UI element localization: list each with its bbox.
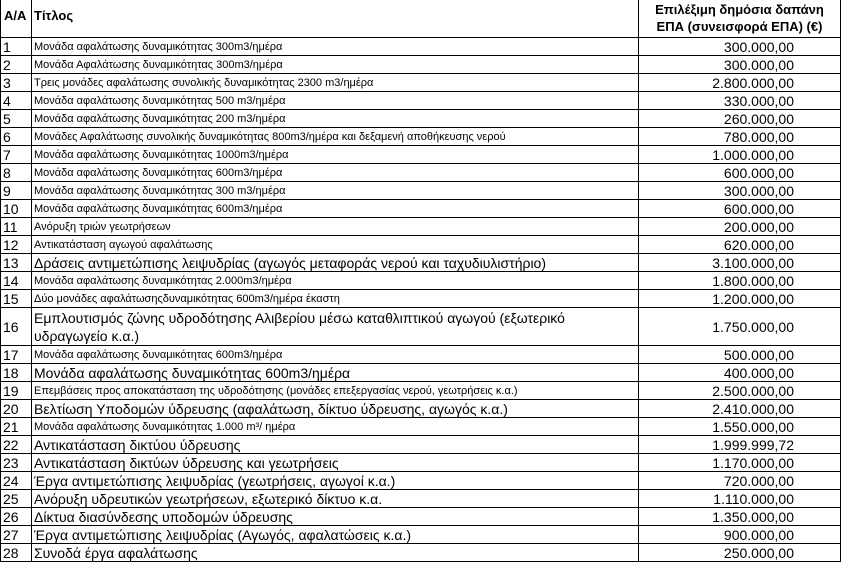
row-number: 16 (1, 308, 32, 346)
row-number: 3 (1, 74, 32, 92)
row-amount: 900.000,00 (639, 526, 841, 544)
row-title: Μονάδα αφαλάτωσης δυναμικότητας 1.000 m³/ ημέρα (32, 418, 639, 436)
row-number: 15 (1, 290, 32, 308)
table-header-row (1, 0, 841, 38)
row-amount: 620.000,00 (639, 236, 841, 254)
row-amount: 300.000,00 (639, 182, 841, 200)
row-amount: 600.000,00 (639, 200, 841, 218)
row-number: 10 (1, 200, 32, 218)
row-title: Μονάδα αφαλάτωσης δυναμικότητας 500 m3/ημέρα (32, 92, 639, 110)
header-amount: Επιλέξιμη δημόσια δαπάνη ΕΠΑ (συνεισφορά ΕΠΑ) (€) (639, 0, 841, 38)
row-number: 2 (1, 56, 32, 74)
table-row (1, 236, 841, 254)
row-amount: 300.000,00 (639, 56, 841, 74)
table-row (1, 218, 841, 236)
row-amount: 300.000,00 (639, 38, 841, 56)
row-title: Έργα αντιμετώπισης λειψυδρίας (γεωτρήσεις, αγωγοί κ.α.) (32, 472, 639, 490)
row-number: 27 (1, 526, 32, 544)
row-title: Μονάδα αφαλάτωσης δυναμικότητας 1000m3/ημέρα (32, 146, 639, 164)
table-row (1, 182, 841, 200)
row-title: Μονάδα αφαλάτωσης δυναμικότητας 600m3/ημέρα (32, 364, 639, 382)
row-number: 5 (1, 110, 32, 128)
row-title: Μονάδα Αφαλάτωσης δυναμικότητας 300m3/ημέρα (32, 56, 639, 74)
row-number: 19 (1, 382, 32, 400)
row-amount: 1.000.000,00 (639, 146, 841, 164)
row-number: 7 (1, 146, 32, 164)
row-amount: 1.200.000,00 (639, 290, 841, 308)
row-amount: 1.350.000,00 (639, 508, 841, 526)
row-number: 23 (1, 454, 32, 472)
row-number: 11 (1, 218, 32, 236)
row-title: Επεμβάσεις προς αποκατάσταση της υδροδότησης (μονάδες επεξεργασίας νερού, γεωτρήσεις κ.α.) (32, 382, 639, 400)
row-amount: 720.000,00 (639, 472, 841, 490)
row-title: Αντικατάσταση δικτύων ύδρευσης και γεωτρήσεις (32, 454, 639, 472)
table-row (1, 254, 841, 272)
row-title: Τρεις μονάδες αφαλάτωσης συνολικής δυναμικότητας 2300 m3/ημέρα (32, 74, 639, 92)
row-amount: 500.000,00 (639, 346, 841, 364)
row-title: Δράσεις αντιμετώπισης λειψυδρίας (αγωγός μεταφοράς νερού και ταχυδιυλιστήριο) (32, 254, 639, 272)
row-amount: 2.500.000,00 (639, 382, 841, 400)
row-number: 12 (1, 236, 32, 254)
row-number: 21 (1, 418, 32, 436)
row-title: Μονάδα αφαλάτωσης δυναμικότητας 600m3/ημέρα (32, 164, 639, 182)
row-number: 26 (1, 508, 32, 526)
row-title: Μονάδα αφαλάτωσης δυναμικότητας 200 m3/ημέρα (32, 110, 639, 128)
row-number: 14 (1, 272, 32, 290)
row-amount: 250.000,00 (639, 544, 841, 562)
row-number: 9 (1, 182, 32, 200)
row-amount: 1.750.000,00 (639, 308, 841, 346)
table-row (1, 544, 841, 562)
table-row (1, 472, 841, 490)
row-title: Δίκτυα διασύνδεσης υποδομών ύδρευσης (32, 508, 639, 526)
row-amount: 3.100.000,00 (639, 254, 841, 272)
table-row (1, 128, 841, 146)
row-number: 18 (1, 364, 32, 382)
table-row (1, 290, 841, 308)
row-title: Συνοδά έργα αφαλάτωσης (32, 544, 639, 562)
row-number: 22 (1, 436, 32, 454)
row-amount: 780.000,00 (639, 128, 841, 146)
table-row (1, 382, 841, 400)
row-title: Ανόρυξη υδρευτικών γεωτρήσεων, εξωτερικό δίκτυο κ.α. (32, 490, 639, 508)
row-title: Μονάδες Αφαλάτωσης συνολικής δυναμικότητας 800m3/ημέρα και δεξαμενή αποθήκευσης νερού (32, 128, 639, 146)
row-amount: 1.170.000,00 (639, 454, 841, 472)
row-number: 4 (1, 92, 32, 110)
table-row (1, 346, 841, 364)
row-title: Μονάδα αφαλάτωσης δυναμικότητας 300m3/ημέρα (32, 38, 639, 56)
row-amount: 330.000,00 (639, 92, 841, 110)
table-row (1, 308, 841, 346)
table-row (1, 400, 841, 418)
table-row (1, 110, 841, 128)
row-number: 24 (1, 472, 32, 490)
row-title: Μονάδα αφαλάτωσης δυναμικότητας 300 m3/ημέρα (32, 182, 639, 200)
row-title: Μονάδα αφαλάτωσης δυναμικότητας 600m3/ημέρα (32, 200, 639, 218)
table-row (1, 272, 841, 290)
table-row (1, 92, 841, 110)
row-amount: 200.000,00 (639, 218, 841, 236)
table-row (1, 74, 841, 92)
table-row (1, 146, 841, 164)
row-number: 25 (1, 490, 32, 508)
row-title: Εμπλουτισμός ζώνης υδροδότησης Αλιβερίου μέσω καταθλιπτικού αγωγού (εξωτερικό υδραγωγείο κ.α.) (32, 308, 639, 346)
row-number: 8 (1, 164, 32, 182)
row-title: Βελτίωση Υποδομών ύδρευσης (αφαλάτωση, δίκτυο ύδρευσης, αγωγός κ.α.) (32, 400, 639, 418)
row-amount: 1.800.000,00 (639, 272, 841, 290)
row-amount: 400.000,00 (639, 364, 841, 382)
row-amount: 600.000,00 (639, 164, 841, 182)
header-number: Α/Α (1, 0, 32, 38)
table-row (1, 436, 841, 454)
row-title: Αντικατάσταση αγωγού αφαλάτωσης (32, 236, 639, 254)
table-row (1, 200, 841, 218)
row-amount: 1.999.999,72 (639, 436, 841, 454)
header-title: Τίτλος (32, 0, 639, 38)
table-row (1, 38, 841, 56)
table-row (1, 56, 841, 74)
table-row (1, 526, 841, 544)
row-title: Μονάδα αφαλάτωσης δυναμικότητας 2.000m3/ημέρα (32, 272, 639, 290)
row-title: Αντικατάσταση δικτύου ύδρευσης (32, 436, 639, 454)
row-number: 28 (1, 544, 32, 562)
row-number: 1 (1, 38, 32, 56)
table-row (1, 418, 841, 436)
row-number: 13 (1, 254, 32, 272)
table-row (1, 490, 841, 508)
row-title: Ανόρυξη τριών γεωτρήσεων (32, 218, 639, 236)
row-number: 17 (1, 346, 32, 364)
row-title: Μονάδα αφαλάτωσης δυναμικότητας 600m3/ημέρα (32, 346, 639, 364)
table-row (1, 508, 841, 526)
table-body (1, 38, 841, 562)
row-title: Έργα αντιμετώπισης λειψυδρίας (Αγωγός, αφαλατώσεις κ.α.) (32, 526, 639, 544)
row-amount: 260.000,00 (639, 110, 841, 128)
row-title: Δύο μονάδες αφαλάτωσηςδυναμικότητας 600m3/ημέρα έκαστη (32, 290, 639, 308)
row-amount: 1.550.000,00 (639, 418, 841, 436)
table-row (1, 454, 841, 472)
row-number: 20 (1, 400, 32, 418)
row-amount: 2.410.000,00 (639, 400, 841, 418)
table-row (1, 364, 841, 382)
row-number: 6 (1, 128, 32, 146)
row-amount: 2.800.000,00 (639, 74, 841, 92)
row-amount: 1.110.000,00 (639, 490, 841, 508)
table-row (1, 164, 841, 182)
